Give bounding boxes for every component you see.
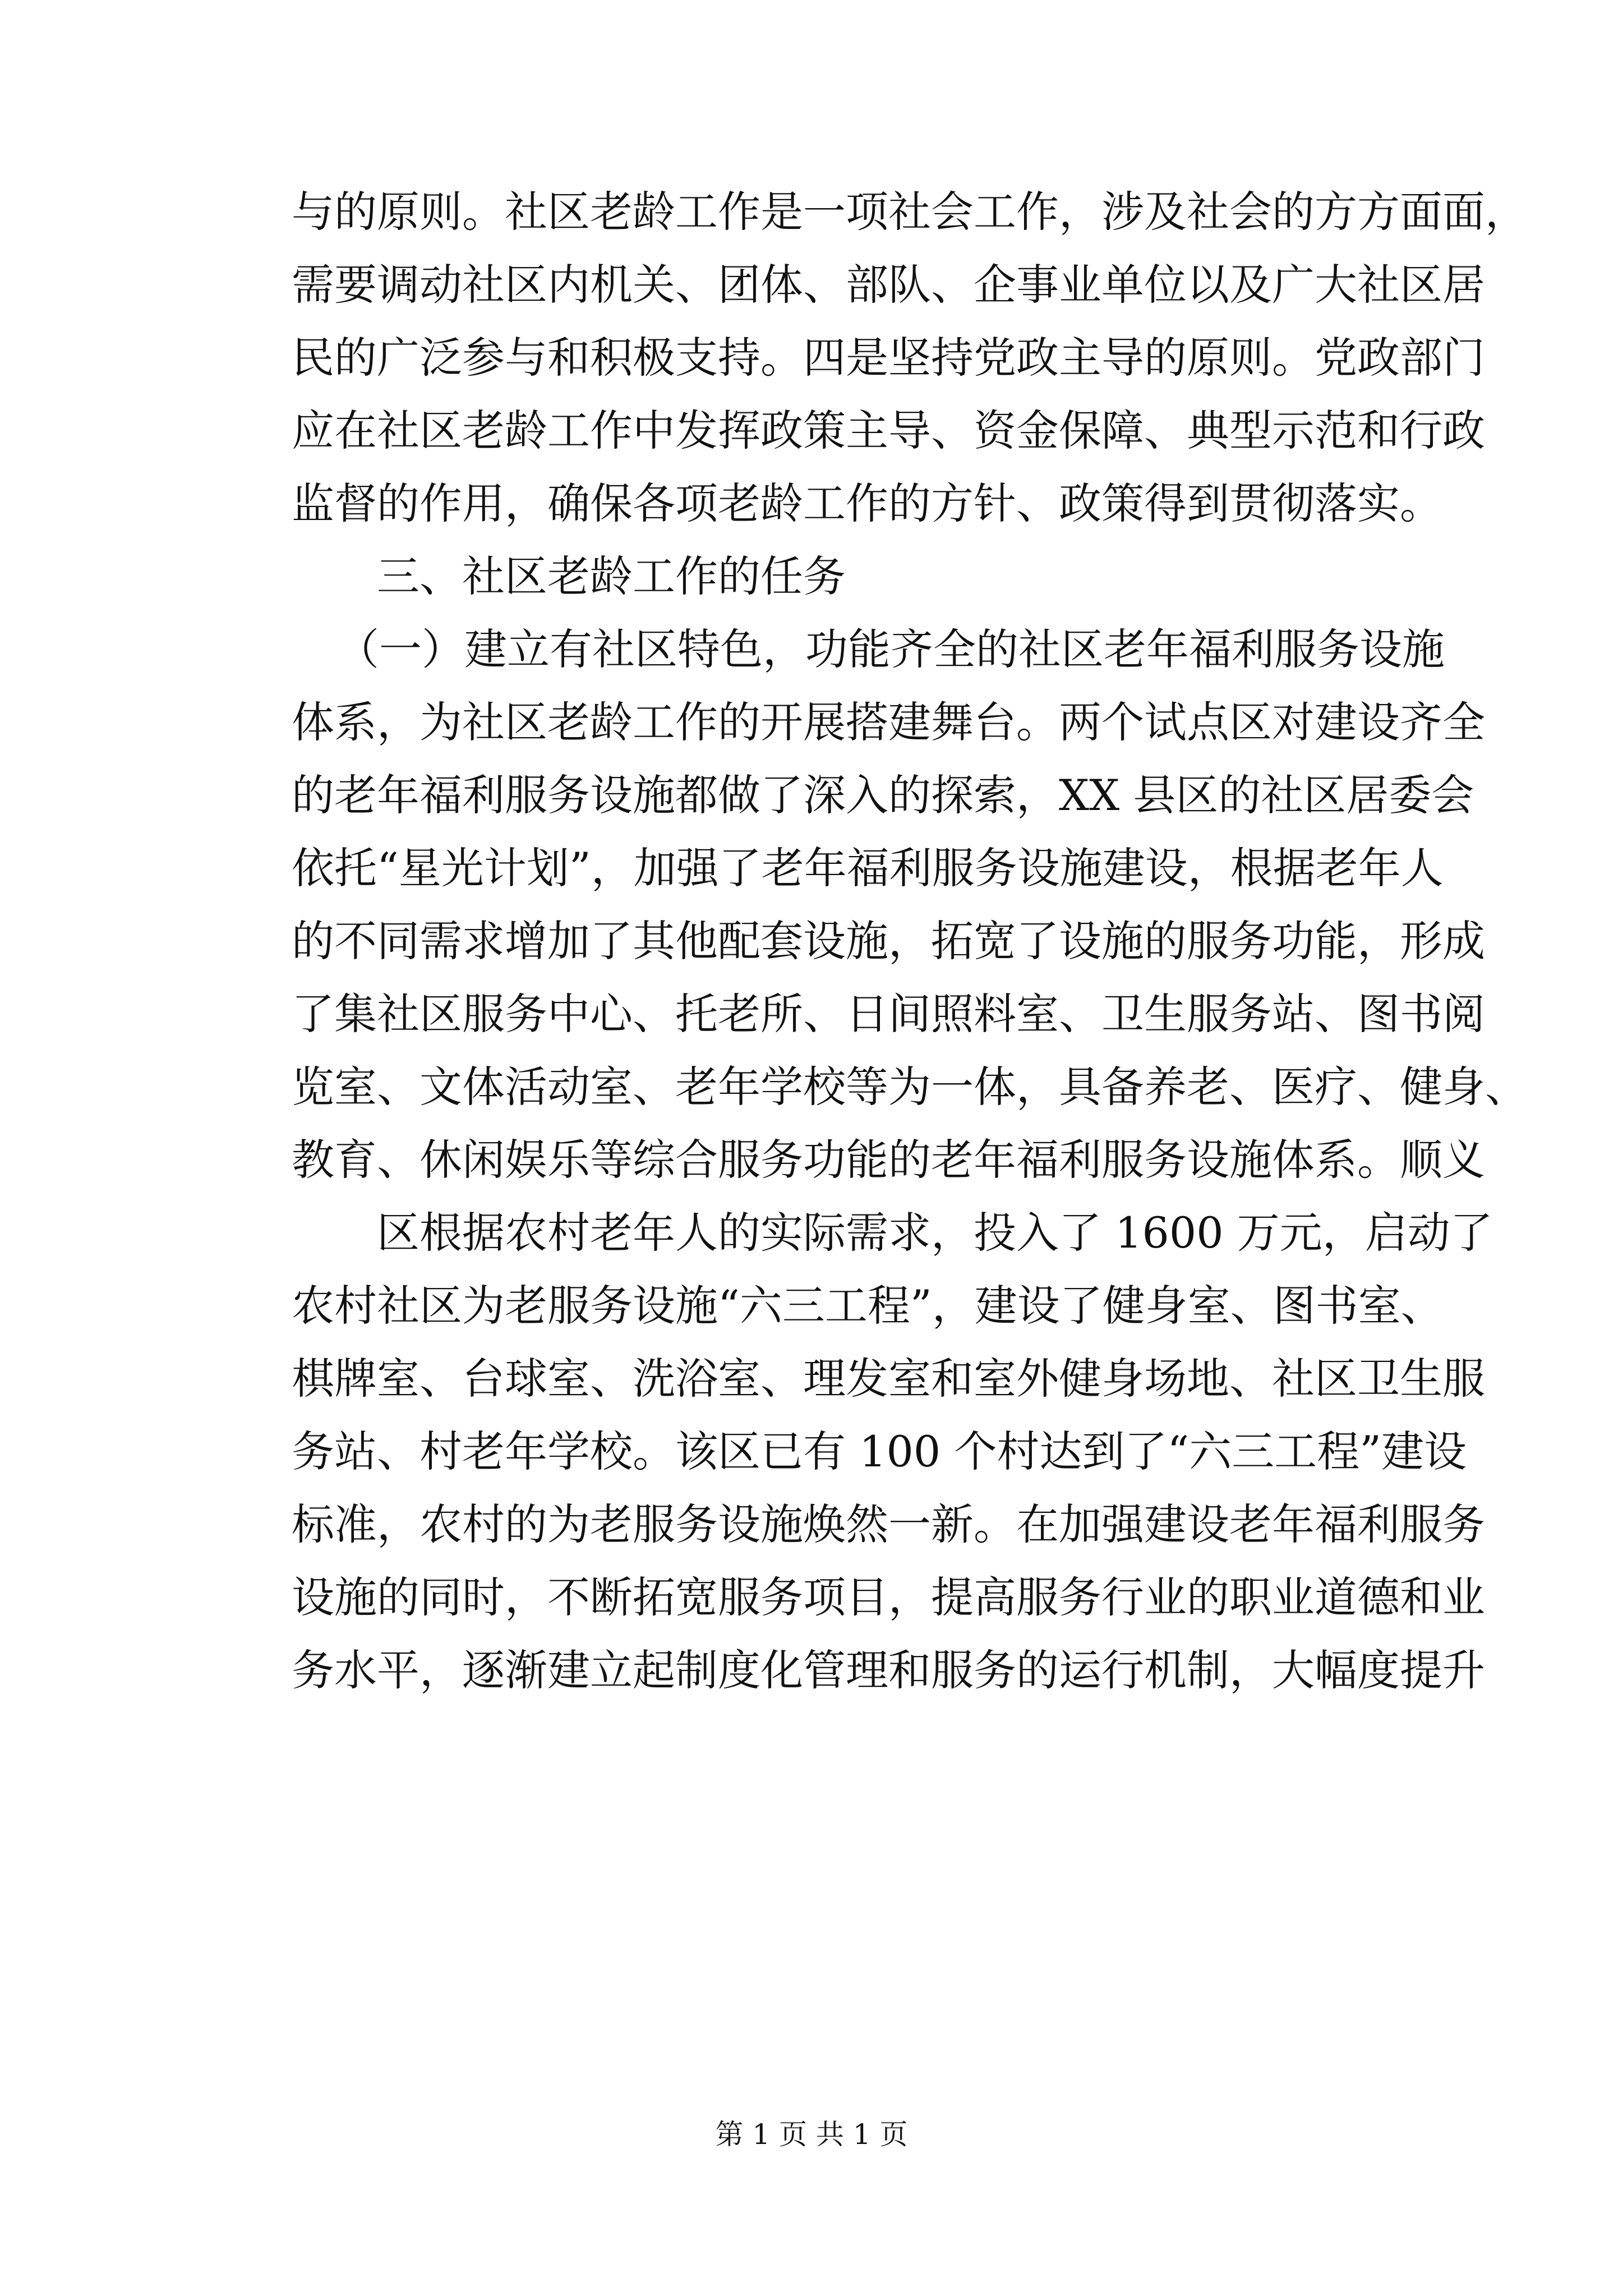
- body-text-line: 监督的作用，确保各项老龄工作的方针、政策得到贯彻落实。: [292, 478, 1442, 528]
- body-text-line: 标准，农村的为老服务设施焕然一新。在加强建设老年福利服务: [292, 1499, 1485, 1549]
- body-text-line: 的不同需求增加了其他配套设施，拓宽了设施的服务功能，形成: [292, 916, 1485, 966]
- body-text-line: 与的原则。社区老龄工作是一项社会工作，涉及社会的方方面面，: [292, 187, 1528, 237]
- subsection-heading-line: （一）建立有社区特色，功能齐全的社区老年福利服务设施: [336, 624, 1445, 674]
- body-text-line: 览室、文体活动室、老年学校等为一体，具备养老、医疗、健身、: [292, 1062, 1528, 1112]
- body-text-line: 农村社区为老服务设施“六三工程”，建设了健身室、图书室、: [292, 1281, 1444, 1331]
- page-footer: 第 1 页 共 1 页: [715, 2118, 908, 2151]
- body-text-line: 教育、休闲娱乐等综合服务功能的老年福利服务设施体系。顺义: [292, 1135, 1485, 1185]
- body-text-line: 体系，为社区老龄工作的开展搭建舞台。两个试点区对建设齐全: [292, 697, 1485, 747]
- body-text-line: 了集社区服务中心、托老所、日间照料室、卫生服务站、图书阅: [292, 989, 1485, 1039]
- body-text-line: 设施的同时，不断拓宽服务项目，提高服务行业的职业道德和业: [292, 1572, 1485, 1622]
- body-text-line: 务水平，逐渐建立起制度化管理和服务的运行机制，大幅度提升: [292, 1645, 1485, 1695]
- body-text-line: 应在社区老龄工作中发挥政策主导、资金保障、典型示范和行政: [292, 406, 1485, 455]
- body-text-line: 区根据农村老年人的实际需求，投入了 1600 万元，启动了: [377, 1208, 1493, 1258]
- section-heading: 三、社区老龄工作的任务: [377, 551, 846, 601]
- body-text-line: 棋牌室、台球室、洗浴室、理发室和室外健身场地、社区卫生服: [292, 1354, 1485, 1404]
- body-text-line: 的老年福利服务设施都做了深入的探索，XX 县区的社区居委会: [292, 770, 1474, 820]
- body-text-line: 需要调动社区内机关、团体、部队、企事业单位以及广大社区居: [292, 260, 1485, 310]
- body-text-line: 务站、村老年学校。该区已有 100 个村达到了“六三工程”建设: [292, 1427, 1467, 1476]
- body-text-line: 依托“星光计划”，加强了老年福利服务设施建设，根据老年人: [292, 843, 1444, 893]
- body-text-line: 民的广泛参与和积极支持。四是坚持党政主导的原则。党政部门: [292, 333, 1485, 383]
